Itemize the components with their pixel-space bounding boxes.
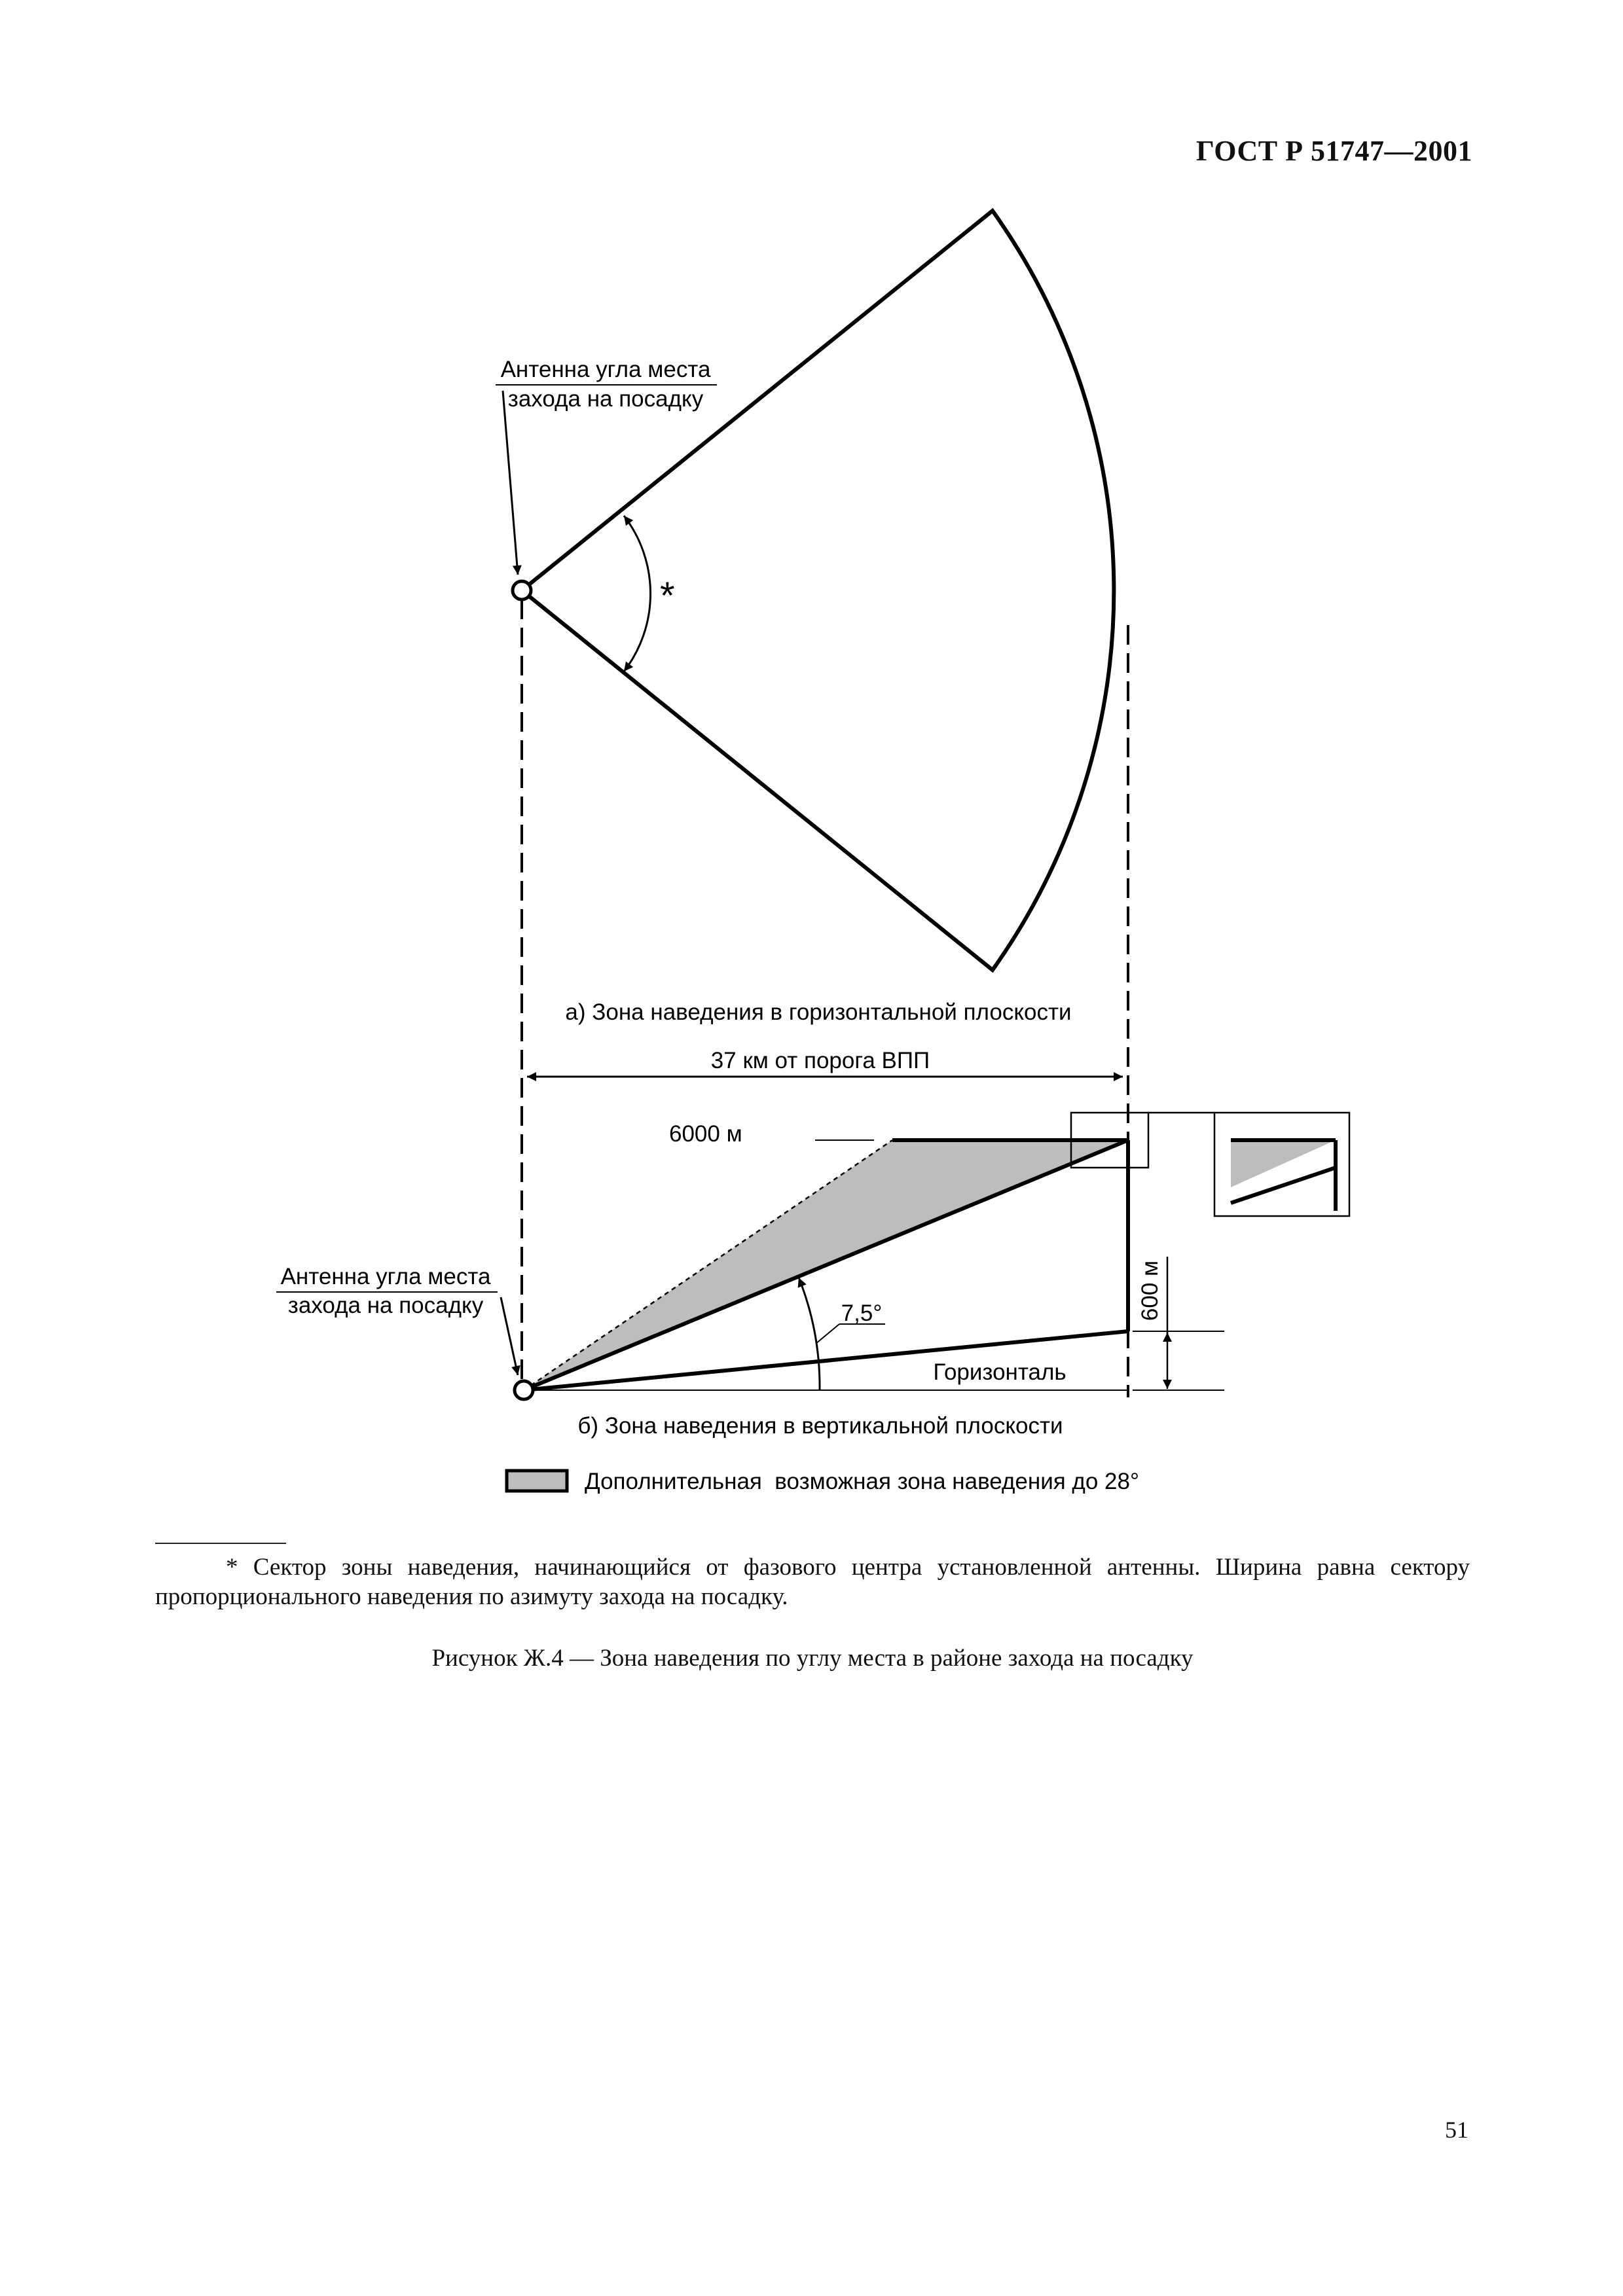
antenna-label-vertical-line1: Антенна угла места [280,1264,491,1289]
footnote-separator [155,1543,286,1544]
horizontal-sector [522,211,1114,970]
distance-label: 37 км от порога ВПП [710,1048,930,1073]
antenna-leader-line-vertical [501,1297,518,1375]
page-number: 51 [1445,2117,1468,2143]
angle-arc [799,1278,820,1390]
altitude-label: 6000 м [669,1121,742,1147]
sector-asterisk: * [660,575,675,617]
antenna-icon-vertical [515,1381,533,1399]
footnote-text: Сектор зоны наведения, начинающийся от фазового центра установленной антенны. Ширина равна сектору пропорционального наведения по азимуту захода на посадку. [155,1554,1470,1610]
height-label: 600 м [1137,1260,1163,1321]
antenna-label-vertical-line2: захода на посадку [287,1293,484,1318]
footnote [155,1552,1470,1611]
legend-swatch [507,1471,567,1491]
horizon-label: Горизонталь [933,1359,1067,1385]
vertical-subcaption: б) Зона наведения в вертикальной плоскости [577,1413,1063,1439]
detail-inset [1214,1113,1349,1216]
zone-upper-boundary-7-5deg [524,1140,1128,1390]
zone-28deg-boundary [524,1140,892,1390]
antenna-label-line2: захода на посадку [507,386,704,412]
angle-label-leader [816,1324,839,1344]
angle-label: 7,5° [841,1300,883,1326]
sector-angle-arc [624,516,651,672]
footnote-marker: * [226,1554,238,1581]
horizontal-subcaption: а) Зона наведения в горизонтальной плоскости [565,999,1072,1025]
antenna-label-line1: Антенна угла места [500,357,711,382]
antenna-icon [513,581,531,600]
figure-caption: Рисунок Ж.4 — Зона наведения по углу места в районе захода на посадку [431,1645,1194,1672]
standard-header: ГОСТ Р 51747—2001 [1195,135,1472,167]
legend-label: Дополнительная возможная зона наведения до 28° [585,1469,1139,1494]
antenna-leader-line [503,391,518,575]
